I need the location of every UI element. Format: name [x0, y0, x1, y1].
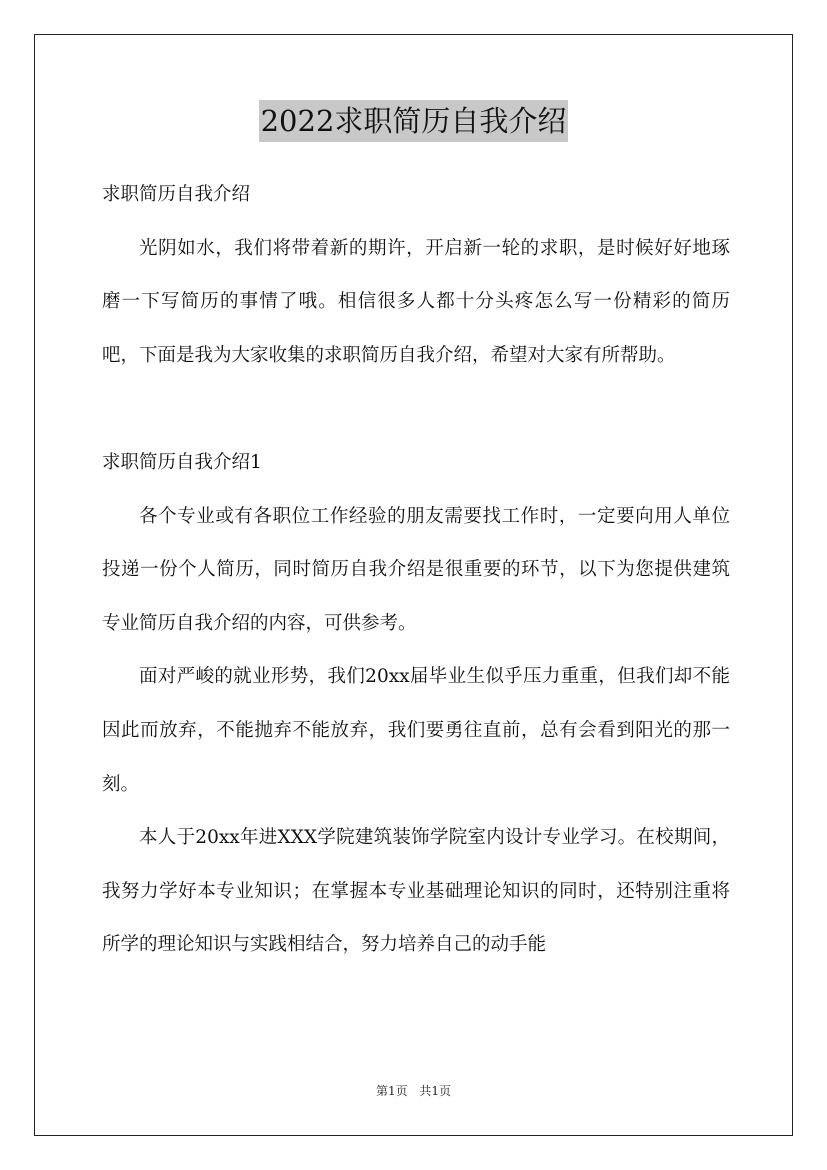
body-paragraph: 面对严峻的就业形势，我们20xx届毕业生似乎压力重重，但我们却不能因此而放弃，不能抛弃不能放弃，我们要勇往直前，总有会看到阳光的那一刻。 [102, 666, 730, 795]
page-number-total: 共1页 [419, 1084, 452, 1098]
section-heading-1: 求职简历自我介绍1 [102, 451, 262, 473]
section-heading: 求职简历自我介绍 [102, 184, 251, 205]
document-body [102, 168, 730, 972]
body-paragraph: 本人于20xx年进XXX学院建筑装饰学院室内设计专业学习。在校期间，我努力学好本专业知识；在掌握本专业基础理论知识的同时，还特别注重将所学的理论知识与实践相结合，努力培养自己的动手能 [102, 827, 730, 956]
page-footer [0, 1082, 827, 1100]
page-number-current: 第1页 [375, 1084, 408, 1098]
intro-paragraph: 光阴如水，我们将带着新的期许，开启新一轮的求职，是时候好好地琢磨一下写简历的事情了哦。相信很多人都十分头疼怎么写一份精彩的简历吧，下面是我为大家收集的求职简历自我介绍，希望对大家有所帮助。 [102, 237, 730, 366]
title-container [0, 100, 827, 142]
paragraph-spacer [102, 382, 730, 436]
body-paragraph: 各个专业或有各职位工作经验的朋友需要找工作时，一定要向用人单位投递一份个人简历，同时简历自我介绍是很重要的环节，以下为您提供建筑专业简历自我介绍的内容，可供参考。 [102, 505, 730, 634]
document-title: 2022求职简历自我介绍 [259, 100, 569, 142]
